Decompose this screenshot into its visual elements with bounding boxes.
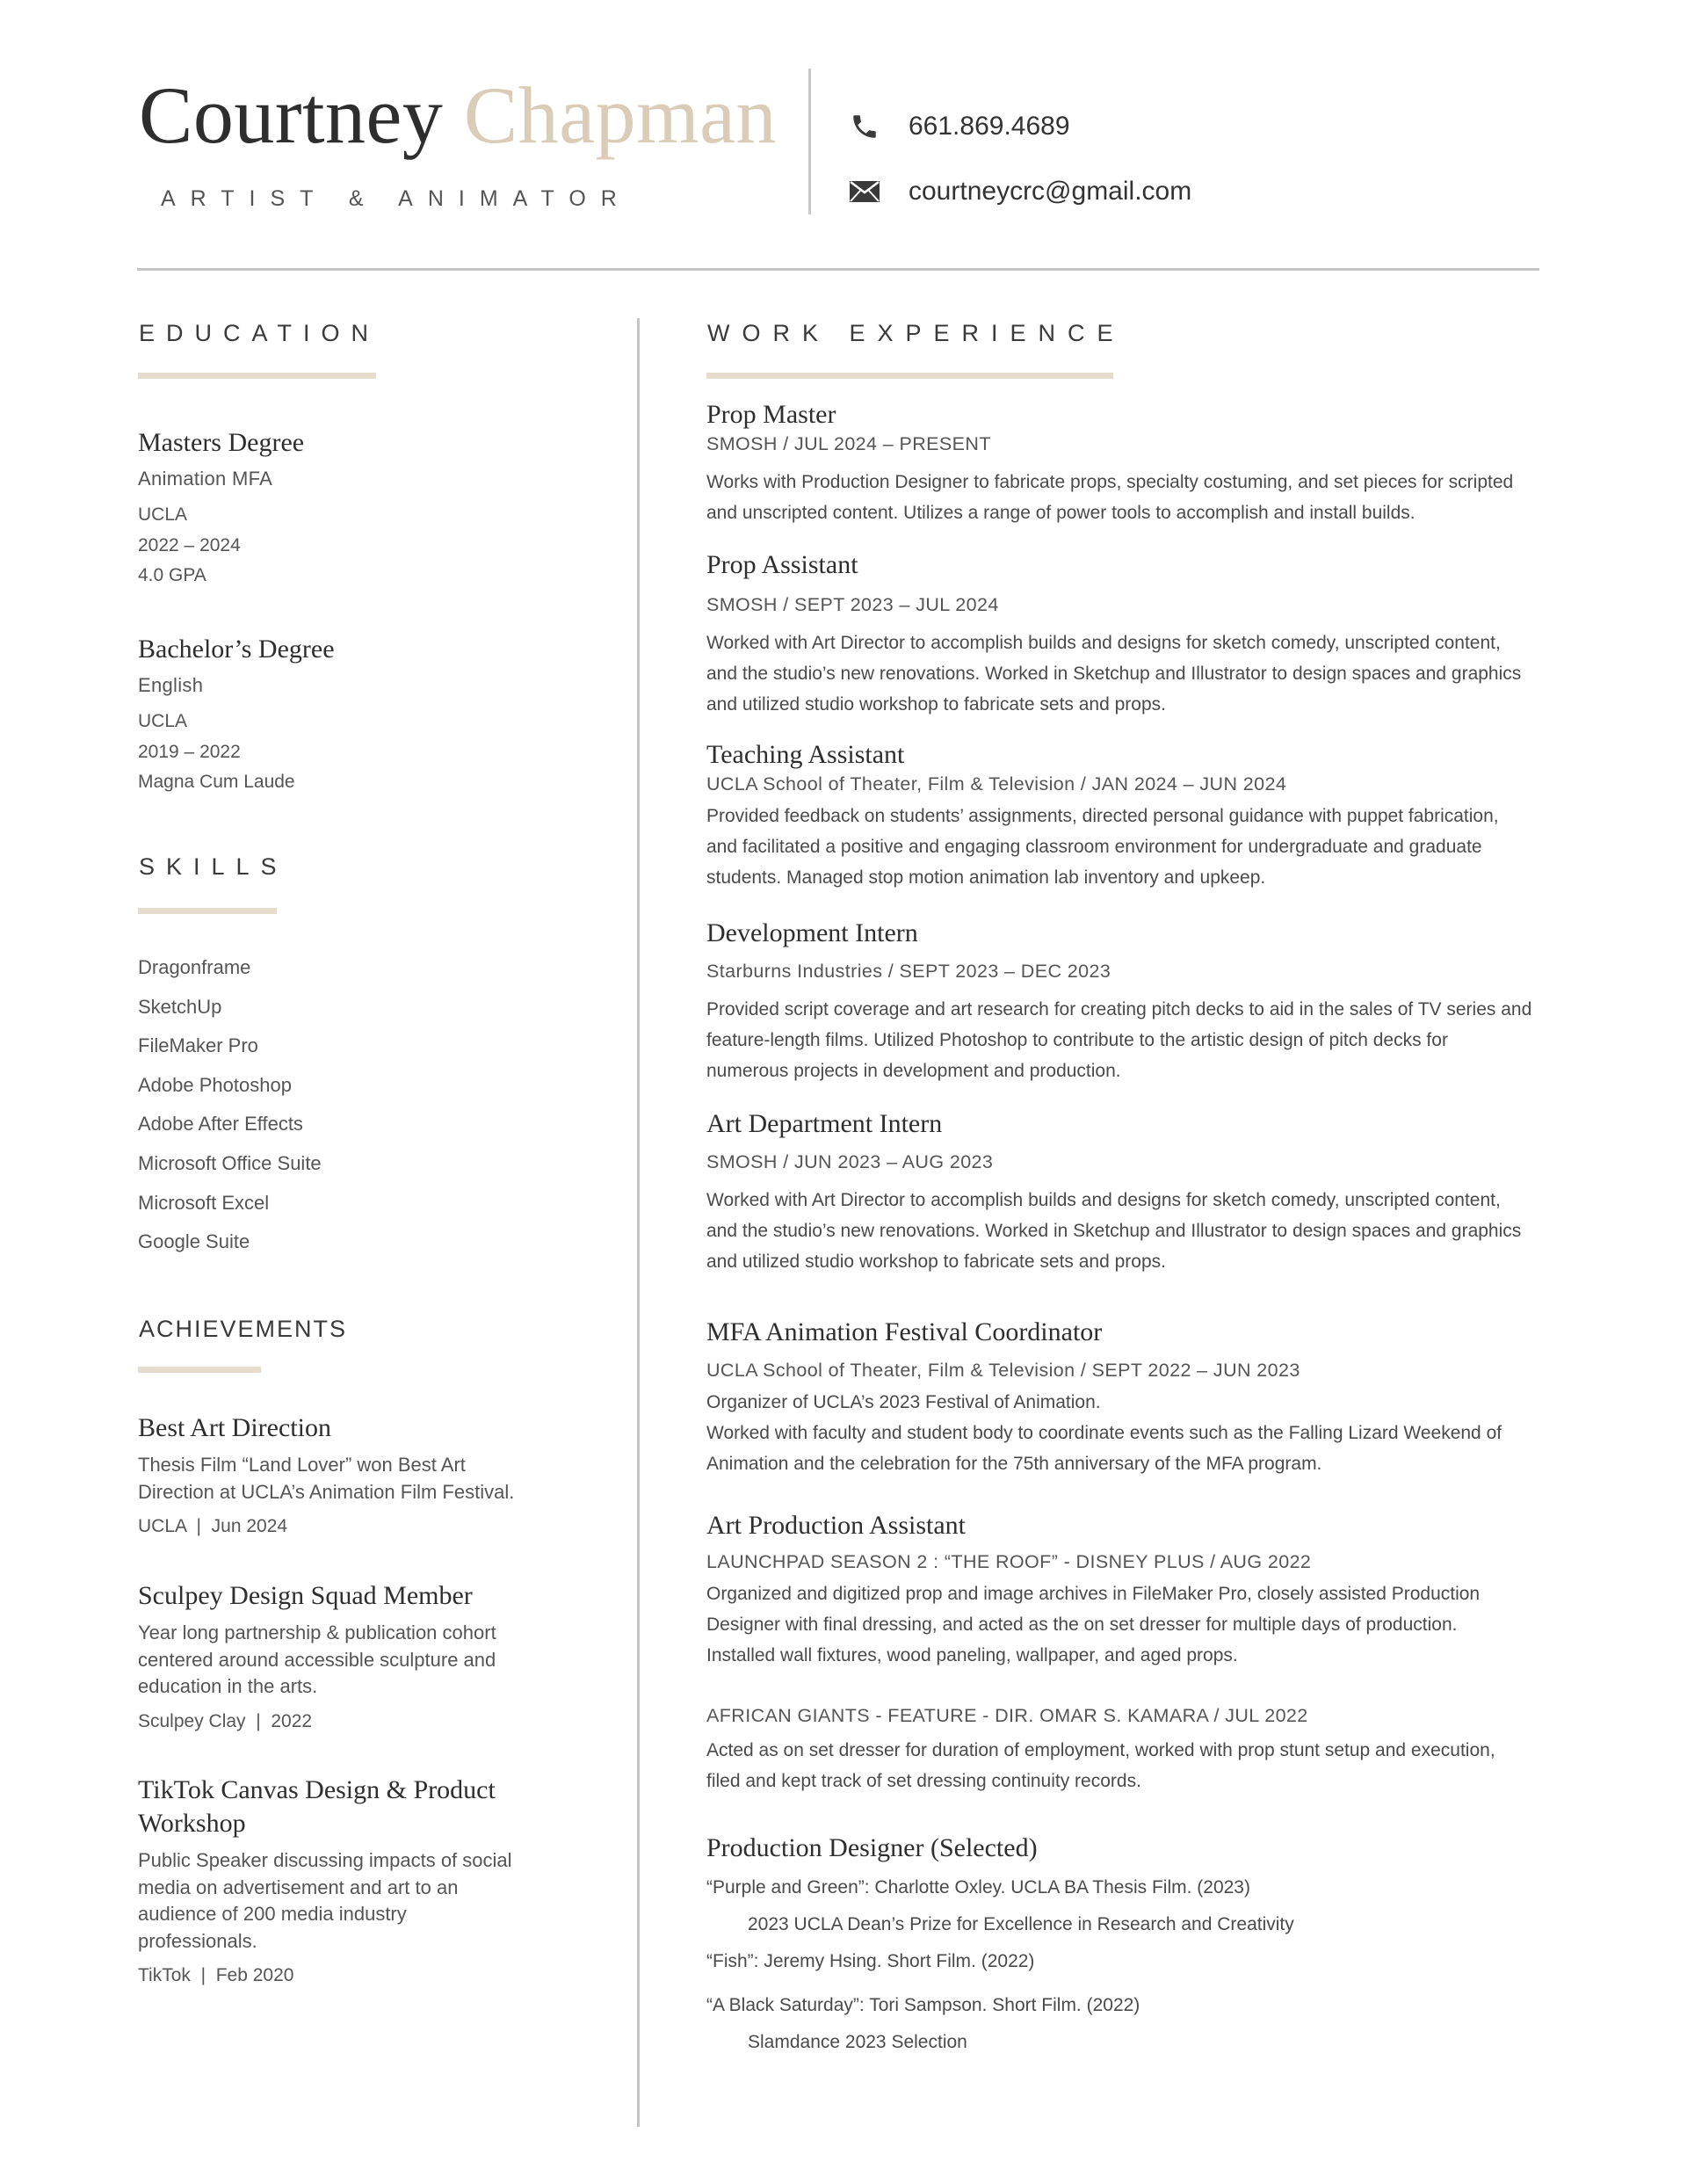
pd-credit: “Purple and Green”: Charlotte Oxley. UCLA BA Thesis Film. (2023) — [706, 1877, 1250, 1897]
skill-item: FileMaker Pro — [138, 1034, 258, 1057]
achievement-desc — [138, 1452, 595, 1506]
desc-line: and utilized studio workshop to fabricate sets and props. — [706, 694, 1166, 715]
desc-line: Designer with final dressing, and acted as the on set dresser for multiple days of production. — [706, 1614, 1458, 1636]
desc-line: Provided script coverage and art research for creating pitch decks to aid in the sales of TV series and — [706, 999, 1532, 1019]
skill-item: Adobe After Effects — [138, 1113, 303, 1136]
job-entry — [706, 1107, 1541, 1278]
desc-line: Animation and the celebration for the 75th anniversary of the MFA program. — [706, 1454, 1322, 1475]
desc-line: filed and kept track of set dressing continuity records. — [706, 1771, 1141, 1792]
job-entry — [706, 917, 1541, 1087]
envelope-icon — [847, 174, 882, 209]
job-desc — [706, 467, 1541, 528]
job-title: MFA Animation Festival Coordinator — [706, 1317, 1103, 1346]
achievement-org: TikTok — [138, 1965, 191, 1985]
achievement-org: UCLA — [138, 1516, 186, 1536]
job-meta: Starburns Industries / SEPT 2023 – DEC 2023 — [706, 961, 1111, 982]
candidate-name — [139, 69, 777, 162]
achievement-meta: UCLA | Jun 2024 — [138, 1516, 288, 1536]
skills-heading: SKILLS — [139, 853, 288, 880]
skill-item: Microsoft Office Suite — [138, 1151, 322, 1174]
job-desc — [706, 1735, 1541, 1796]
skill-item: Adobe Photoshop — [138, 1073, 292, 1096]
job-entry — [706, 738, 1541, 894]
first-name: Courtney — [139, 70, 444, 160]
phone-number[interactable]: 661.869.4689 — [909, 112, 1070, 141]
education-rule — [138, 373, 376, 379]
job-entry — [706, 1316, 1541, 1480]
job-entry — [706, 548, 1541, 721]
job-entry — [706, 398, 1541, 528]
job-desc — [706, 801, 1541, 894]
skill-item: SketchUp — [138, 995, 222, 1018]
production-designer-section — [706, 1832, 1541, 2053]
skills-rule — [138, 908, 277, 914]
desc-line: numerous projects in development and production. — [706, 1061, 1121, 1082]
degree-years: 2019 – 2022 — [138, 742, 241, 762]
job-title: Teaching Assistant — [706, 740, 905, 769]
job-meta: SMOSH / JUN 2023 – AUG 2023 — [706, 1151, 994, 1172]
job-entry — [706, 1705, 1541, 1796]
desc-line: education in the arts. — [138, 1675, 318, 1697]
desc-line: Worked with Art Director to accomplish builds and designs for sketch comedy, unscripted content, — [706, 1190, 1501, 1210]
desc-line: Installed wall fixtures, wood paneling, wallpaper, and aged props. — [706, 1645, 1238, 1666]
job-title: Prop Master — [706, 400, 836, 429]
desc-line: students. Managed stop motion animation lab inventory and upkeep. — [706, 867, 1266, 889]
desc-line: Worked with faculty and student body to coordinate events such as the Falling Lizard Weekend of — [706, 1423, 1502, 1444]
job-meta: LAUNCHPAD SEASON 2 : “THE ROOF” - DISNEY PLUS / AUG 2022 — [706, 1551, 1312, 1572]
pd-award: Slamdance 2023 Selection — [748, 2032, 967, 2052]
degree-title: Masters Degree — [138, 428, 305, 457]
achievement-item — [138, 1411, 595, 1537]
job-desc — [706, 628, 1541, 721]
achievement-date: Feb 2020 — [215, 1965, 294, 1985]
desc-line: Organizer of UCLA’s 2023 Festival of Animation. — [706, 1392, 1101, 1412]
achievement-title — [138, 1774, 595, 1840]
achievements-rule — [138, 1367, 261, 1373]
desc-line: Worked with Art Director to accomplish builds and designs for sketch comedy, unscripted content, — [706, 633, 1501, 653]
job-desc — [706, 1185, 1541, 1278]
desc-line: Thesis Film “Land Lover” won Best Art — [138, 1454, 466, 1476]
production-designer-title: Production Designer (Selected) — [706, 1833, 1038, 1862]
desc-line: and facilitated a positive and engaging classroom environment for undergraduate and graduate — [706, 837, 1482, 858]
desc-line: and the studio’s new renovations. Worked in Sketchup and Illustrator to design spaces and graphics — [706, 1221, 1522, 1242]
phone-icon — [847, 109, 882, 144]
achievement-desc — [138, 1847, 595, 1955]
education-item — [138, 426, 595, 591]
pd-credit: “Fish”: Jeremy Hsing. Short Film. (2022) — [706, 1951, 1035, 1971]
education-item — [138, 633, 595, 797]
degree-field: Animation MFA — [138, 468, 273, 490]
job-title: Art Production Assistant — [706, 1511, 967, 1540]
job-meta: UCLA School of Theater, Film & Television / SEPT 2022 – JUN 2023 — [706, 1360, 1300, 1381]
achievement-item — [138, 1774, 595, 1986]
desc-line: Provided feedback on students’ assignments, directed personal guidance with puppet fabrication, — [706, 806, 1499, 826]
desc-line: professionals. — [138, 1929, 257, 1952]
achievement-item — [138, 1579, 595, 1732]
degree-field: English — [138, 674, 204, 696]
achievement-desc — [138, 1620, 595, 1701]
job-desc — [706, 994, 1541, 1087]
desc-line: and unscripted content. Utilizes a range of power tools to accomplish and install builds. — [706, 503, 1415, 524]
job-title: Prop Assistant — [706, 550, 858, 579]
desc-line: audience of 200 media industry — [138, 1903, 407, 1925]
desc-line: Organized and digitized prop and image archives in FileMaker Pro, closely assisted Production — [706, 1584, 1481, 1604]
work-rule — [706, 373, 1113, 379]
pd-credit: “A Black Saturday”: Tori Sampson. Short Film. (2022) — [706, 1995, 1140, 2015]
achievement-org: Sculpey Clay — [138, 1710, 246, 1731]
email-address[interactable]: courtneycrc@gmail.com — [909, 177, 1192, 206]
desc-line: Public Speaker discussing impacts of social — [138, 1849, 512, 1871]
skill-item: Microsoft Excel — [138, 1191, 270, 1214]
phone-row — [847, 107, 1070, 146]
achievement-title: Sculpey Design Squad Member — [138, 1581, 473, 1610]
job-meta: AFRICAN GIANTS - FEATURE - DIR. OMAR S. KAMARA / JUL 2022 — [706, 1705, 1308, 1726]
desc-line: Year long partnership & publication cohort — [138, 1622, 496, 1643]
email-row — [847, 172, 1191, 211]
degree-note: Magna Cum Laude — [138, 772, 295, 792]
desc-line: and utilized studio workshop to fabricate sets and props. — [706, 1252, 1166, 1273]
degree-years: 2022 – 2024 — [138, 535, 241, 555]
job-title: Art Department Intern — [706, 1109, 943, 1138]
skill-item: Dragonframe — [138, 956, 251, 978]
job-meta: SMOSH / JUL 2024 – PRESENT — [706, 433, 991, 454]
achievement-date: Jun 2024 — [211, 1516, 288, 1536]
job-desc — [706, 1578, 1541, 1672]
skills-list — [138, 948, 595, 1262]
degree-school: UCLA — [138, 504, 188, 525]
work-heading: WORK EXPERIENCE — [707, 320, 1126, 346]
achievement-date: 2022 — [271, 1710, 313, 1731]
candidate-subtitle: ARTIST & ANIMATOR — [161, 186, 632, 211]
job-meta: UCLA School of Theater, Film & Television / JAN 2024 – JUN 2024 — [706, 773, 1287, 795]
last-name: Chapman — [463, 70, 777, 160]
job-entry — [706, 1509, 1541, 1672]
achievement-title: Best Art Direction — [138, 1413, 331, 1442]
degree-note: 4.0 GPA — [138, 565, 206, 585]
desc-line: and the studio’s new renovations. Worked in Sketchup and Illustrator to design spaces and graphics — [706, 664, 1522, 685]
achievement-meta: TikTok | Feb 2020 — [138, 1965, 294, 1985]
degree-title: Bachelor’s Degree — [138, 635, 335, 664]
desc-line: Works with Production Designer to fabricate props, specialty costuming, and set pieces for scripted — [706, 472, 1514, 492]
skill-item: Google Suite — [138, 1230, 250, 1253]
achievement-meta: Sculpey Clay | 2022 — [138, 1710, 313, 1731]
header-divider — [808, 69, 811, 214]
title-line: TikTok Canvas Design & Product — [138, 1775, 496, 1804]
desc-line: media on advertisement and art to an — [138, 1876, 459, 1898]
job-desc — [706, 1387, 1541, 1480]
degree-school: UCLA — [138, 711, 188, 731]
education-heading: EDUCATION — [139, 320, 380, 346]
desc-line: Acted as on set dresser for duration of employment, worked with prop stunt setup and execution, — [706, 1740, 1495, 1760]
job-title: Development Intern — [706, 918, 918, 947]
desc-line: centered around accessible sculpture and — [138, 1648, 496, 1671]
column-divider — [637, 318, 640, 2127]
achievements-heading: ACHIEVEMENTS — [139, 1316, 348, 1342]
header-rule — [137, 268, 1539, 271]
desc-line: feature-length films. Utilized Photoshop to contribute to the artistic design of pitch decks for — [706, 1030, 1448, 1051]
job-meta: SMOSH / SEPT 2023 – JUL 2024 — [706, 594, 999, 615]
title-line: Workshop — [138, 1809, 246, 1838]
pd-award: 2023 UCLA Dean’s Prize for Excellence in Research and Creativity — [748, 1914, 1294, 1934]
desc-line: Direction at UCLA’s Animation Film Festival. — [138, 1480, 515, 1503]
